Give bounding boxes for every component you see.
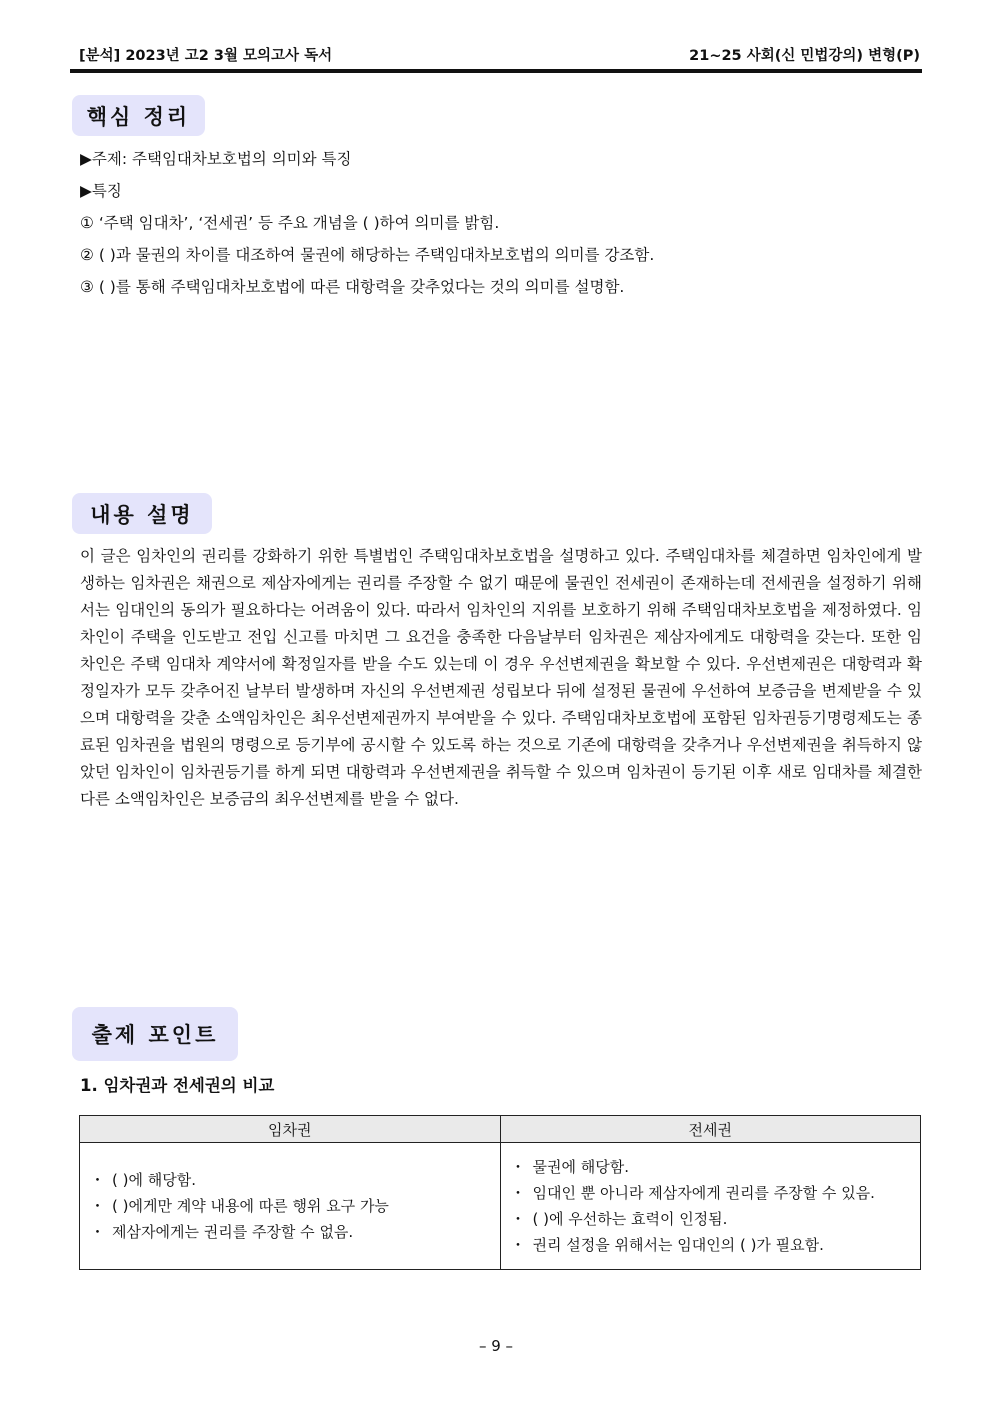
bullet: ・ xyxy=(510,1236,526,1254)
list-item xyxy=(511,1180,911,1206)
header-rule xyxy=(70,69,922,73)
header-left-text: [분석] 2023년 고2 3월 모의고사 독서 xyxy=(79,48,333,64)
header-right-text: 21~25 사회(신 민법강의) 변형(P) xyxy=(689,48,920,64)
list-item xyxy=(511,1206,911,1232)
summary-line-feature-2: ② ( )과 물권의 차이를 대조하여 물권에 해당하는 주택임대차보호법의 의미를 강조함. xyxy=(80,246,655,264)
page-header xyxy=(79,42,920,64)
summary-line-topic: ▶주제: 주택임대차보호법의 의미와 특징 xyxy=(80,150,352,168)
comparison-table xyxy=(79,1115,921,1270)
bullet: ・ xyxy=(90,1197,106,1215)
list-item-text: 제삼자에게는 권리를 주장할 수 없음. xyxy=(112,1223,354,1241)
list-item xyxy=(511,1154,911,1180)
bullet: ・ xyxy=(90,1223,106,1241)
list-item-text: 물권에 해당함. xyxy=(532,1158,629,1176)
bullet: ・ xyxy=(510,1158,526,1176)
list-item xyxy=(90,1219,490,1245)
list-item xyxy=(90,1193,490,1219)
list-item-text: ( )에 해당함. xyxy=(112,1171,196,1189)
bullet: ・ xyxy=(90,1171,106,1189)
page-number: – 9 – xyxy=(478,1337,514,1355)
table-cell-lease-right xyxy=(80,1143,501,1270)
list-item-text: 임대인 뿐 아니라 제삼자에게 권리를 주장할 수 있음. xyxy=(532,1184,875,1202)
list-item-text: ( )에게만 계약 내용에 따른 행위 요구 가능 xyxy=(112,1197,389,1215)
summary-line-feature-3: ③ ( )를 통해 주택임대차보호법에 따른 대항력을 갖추었다는 것의 의미를 설명함. xyxy=(80,278,625,296)
exam-point-heading: 1. 임차권과 전세권의 비교 xyxy=(80,1076,275,1095)
list-item-text: ( )에 우선하는 효력이 인정됨. xyxy=(532,1210,728,1228)
list-item xyxy=(511,1232,911,1258)
bullet: ・ xyxy=(510,1184,526,1202)
table-cell-jeonse-right xyxy=(500,1143,921,1270)
content-paragraph: 이 글은 임차인의 권리를 강화하기 위한 특별법인 주택임대차보호법을 설명하고 있다. 주택임대차를 체결하면 임차인에게 발생하는 임차권은 채권으로 제삼자에게는 권리를 주장할 수 없기 때문에 물권인 전세권이 존재하는데 전세권을 설정하기 위해서는 임대인의 동의가 필요하다는 어려움이 있다. 따라서 임차인의 지위를 보호하기 위해 주택임대차보호법을 제정하였다. 임차인이 주택을 인도받고 전입 신고를 마치면 그 요건을 충족한 다음날부터 임차권은 제삼자에게도 대항력을 갖는다. 또한 임차인은 주택 임대차 계약서에 확정일자를 받을 수도 있는데 이 경우 우선변제권을 확보할 수 있다. 우선변제권은 대항력과 확정일자가 모두 갖추어진 날부터 발생하며 자신의 우선변제권 성립보다 뒤에 설정된 물권에 우선하여 보증금을 변제받을 수 있으며 대항력을 갖춘 소액임차인은 최우선변제권까지 부여받을 수 있다. 주택임대차보호법에 포함된 임차권등기명령제도는 종료된 임차권을 법원의 명령으로 등기부에 공시할 수 있도록 하는 것으로 기존에 대항력을 갖추거나 우선변제권을 취득하지 않았던 임차인이 임차권등기를 하게 되면 대항력과 우선변제권을 취득할 수 있으며 임차권이 등기된 이후 새로 임대차를 체결한 다른 소액임차인은 보증금의 최우선변제를 받을 수 없다. xyxy=(80,547,922,808)
summary-line-feature-1: ① ‘주택 임대차’, ‘전세권’ 등 주요 개념을 ( )하여 의미를 밝힘. xyxy=(80,214,500,232)
bullet: ・ xyxy=(510,1210,526,1228)
list-item xyxy=(90,1167,490,1193)
list-item-text: 권리 설정을 위해서는 임대인의 ( )가 필요함. xyxy=(532,1236,824,1254)
table-header-lease-right: 임차권 xyxy=(80,1116,501,1143)
section-title-key-summary: 핵심 정리 xyxy=(72,95,205,136)
table-header-jeonse-right: 전세권 xyxy=(500,1116,921,1143)
section-title-exam-points: 출제 포인트 xyxy=(72,1007,238,1061)
section-title-content-explanation: 내용 설명 xyxy=(72,493,212,534)
summary-line-features: ▶특징 xyxy=(80,182,122,200)
